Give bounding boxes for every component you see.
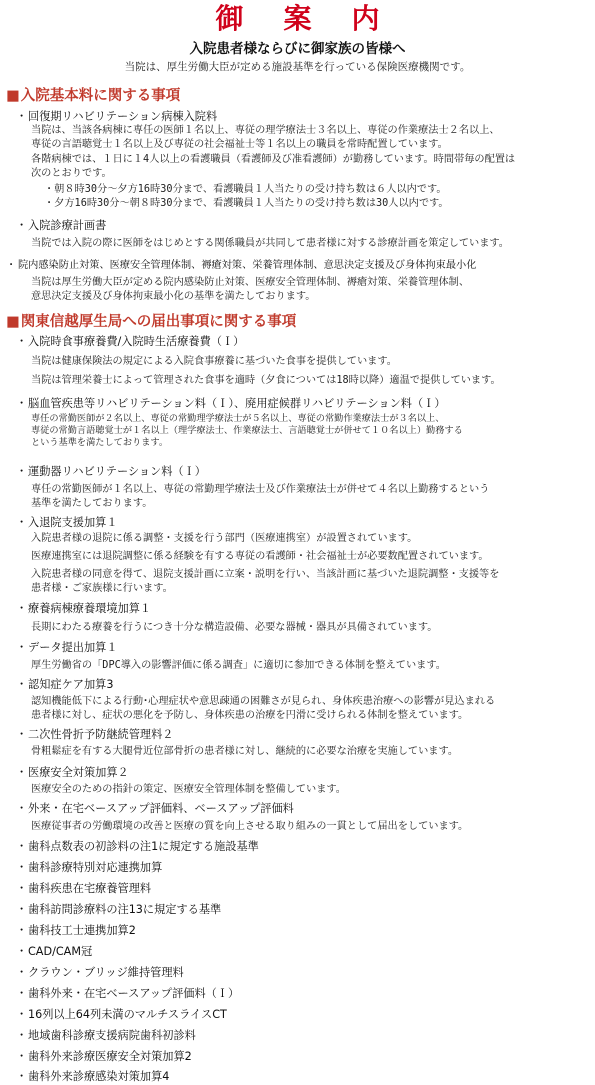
item-title: 運動器リハビリテーション料（Ｉ）: [28, 465, 206, 478]
item-title: 二次性骨折予防継続管理料２: [28, 728, 174, 741]
shift-text: ・夕方16時30分～朝８時30分まで、看護職員１人当たりの受け持ち数は30人以内です。: [44, 198, 449, 209]
list-item-text: 歯科外来診療感染対策加算4: [28, 1070, 170, 1083]
list-item-text: 歯科疾患在宅療養管理料: [28, 882, 152, 895]
list-item: [16, 1028, 196, 1043]
bullet-icon: ・: [16, 882, 28, 895]
item-title: 脳血管疾患等リハビリテーション料（Ｉ）、廃用症候群リハビリテーション料（Ｉ）: [28, 397, 446, 410]
item-heading: [16, 218, 106, 233]
list-item-text: 歯科点数表の初診料の注1に規定する施設基準: [28, 840, 259, 853]
item-text: 医療従事者の労働環境の改善と医療の質を向上させる取り組みの一貫として届出をしています。: [31, 821, 469, 832]
item-heading: [16, 677, 113, 692]
item-text: 専任の常勤医師が２名以上、専従の常勤理学療法士が５名以上、専従の常勤作業療法士が３名以上、 専従の常勤言語聴覚士が１名以上（理学療法士、作業療法士、言語聴覚士が併せて１０名以上）勤務する という基準を満たしております。: [31, 413, 463, 448]
section-heading-text: 入院基本料に関する事項: [20, 88, 181, 104]
list-item: [16, 923, 136, 938]
item-title: 入退院支援加算１: [28, 516, 118, 529]
item-title: 認知症ケア加算3: [28, 678, 114, 691]
list-item: [16, 1007, 227, 1022]
bullet-icon: ・: [6, 260, 17, 271]
bullet-icon: ・: [16, 945, 28, 958]
item-title: 回復期リハビリテーション病棟入院料: [28, 110, 218, 123]
bullet-icon: ・: [16, 802, 28, 815]
list-item: [16, 902, 221, 917]
item-text: 医療安全のための指針の策定、医療安全管理体制を整備しています。: [31, 784, 346, 795]
list-item: [16, 881, 151, 896]
item-text: 当院は厚生労働大臣が定める院内感染防止対策、医療安全管理体制、褥瘡対策、栄養管理体制、 意思決定支援及び身体拘束最小化の基準を満たしております。: [31, 277, 470, 302]
bullet-icon: ・: [16, 397, 28, 410]
item-text: 入院患者様の退院に係る調整・支援を行う部門（医療連携室）が設置されています。: [31, 533, 418, 544]
item-title: 入院時食事療養費/入院時生活療養費（Ｉ）: [28, 335, 245, 348]
item-heading: [16, 396, 446, 411]
item-heading: [16, 765, 129, 780]
item-title: 外来・在宅ベースアップ評価料、ベースアップ評価料: [28, 802, 294, 815]
bullet-icon: ・: [16, 110, 28, 123]
bullet-icon: ・: [16, 602, 28, 615]
shift-text: ・朝８時30分～夕方16時30分まで、看護職員１人当たりの受け持ち数は６人以内です。: [44, 184, 447, 195]
item-title: 療養病棟療養環境加算１: [28, 602, 152, 615]
square-bullet-icon: ■: [6, 88, 20, 104]
bullet-icon: ・: [16, 641, 28, 654]
bullet-icon: ・: [16, 987, 28, 1000]
list-item-text: 地域歯科診療支援病院歯科初診料: [28, 1029, 196, 1042]
list-item-text: 歯科訪問診療料の注13に規定する基準: [28, 903, 222, 916]
bullet-icon: ・: [16, 678, 28, 691]
list-item-text: 歯科外来・在宅ベースアップ評価料（Ｉ）: [28, 987, 240, 1000]
item-title: データ提出加算１: [28, 641, 118, 654]
page-subtitle: 入院患者様ならびに御家族の皆様へ: [189, 41, 406, 57]
list-item-text: 歯科技工士連携加算2: [28, 924, 136, 937]
bullet-icon: ・: [16, 840, 28, 853]
item-text: 当院は管理栄養士によって管理された食事を適時（夕食については18時以降）適温で提供しています。: [31, 375, 501, 386]
item-text: 当院では入院の際に医師をはじめとする関係職員が共同して患者様に対する診療計画を策定しています。: [31, 238, 509, 249]
item-text: 骨粗鬆症を有する大腿骨近位部骨折の患者様に対し、継続的に必要な治療を実施しています。: [31, 746, 459, 757]
bullet-icon: ・: [16, 516, 28, 529]
bullet-icon: ・: [16, 1070, 28, 1083]
item-heading: [16, 334, 244, 349]
list-item-text: クラウン・ブリッジ維持管理料: [28, 966, 184, 979]
item-title: 院内感染防止対策、医療安全管理体制、褥瘡対策、栄養管理体制、意思決定支援及び身体拘束最小化: [18, 260, 477, 271]
item-text: 認知機能低下による行動･心理症状や意思疎通の困難さが見られ、身体疾患治療への影響が見込まれる 患者様に対し、症状の悪化を予防し、身体疾患の治療を円滑に受けられる体制を整えています。: [31, 696, 496, 721]
item-heading: [16, 801, 294, 816]
section-heading-text: 関東信越厚生局への届出事項に関する事項: [20, 314, 297, 330]
item-heading: [16, 727, 173, 742]
bullet-icon: ・: [16, 1029, 28, 1042]
bullet-icon: ・: [16, 924, 28, 937]
page-title: 御案内: [215, 2, 420, 35]
item-heading: [16, 464, 206, 479]
item-text: 医療連携室には退院調整に係る経験を有する専従の看護師・社会福祉士が必要数配置されています。: [31, 551, 489, 562]
item-text: 入院患者様の同意を得て、退院支援計画に立案・説明を行い、当該計画に基づいた退院調整・支援等を 患者様・ご家族様に行います。: [31, 569, 500, 594]
item-title: 医療安全対策加算２: [28, 766, 129, 779]
bullet-icon: ・: [16, 335, 28, 348]
list-item: [16, 860, 162, 875]
item-text: 当院は健康保険法の規定による入院食事療養に基づいた食事を提供しています。: [31, 356, 397, 367]
list-item: [16, 839, 259, 854]
bullet-icon: ・: [16, 1008, 28, 1021]
item-heading: [6, 258, 476, 273]
list-item-text: 歯科外来診療医療安全対策加算2: [28, 1050, 192, 1063]
bullet-icon: ・: [16, 766, 28, 779]
list-item-text: 16列以上64列未満のマルチスライスCT: [28, 1008, 227, 1021]
bullet-icon: ・: [16, 903, 28, 916]
item-title: 入院診療計画書: [28, 219, 107, 232]
section-heading-admission: [6, 87, 180, 105]
bullet-icon: ・: [16, 1050, 28, 1063]
item-heading: [16, 601, 151, 616]
list-item: [16, 986, 239, 1001]
bullet-icon: ・: [16, 465, 28, 478]
item-text: 厚生労働省の「DPC導入の影響評価に係る調査」に適切に参加できる体制を整えています。: [31, 660, 446, 671]
item-text: 長期にわたる療養を行うにつき十分な構造設備、必要な器械・器具が具備されています。: [31, 622, 438, 633]
section-heading-notification: [6, 313, 296, 331]
item-heading: [16, 640, 118, 655]
list-item-text: 歯科診療特別対応連携加算: [28, 861, 163, 874]
bullet-icon: ・: [16, 219, 28, 232]
list-item: [16, 1069, 169, 1084]
list-item: [16, 944, 92, 959]
bullet-icon: ・: [16, 861, 28, 874]
item-text: 当院は、当該各病棟に専任の医師１名以上、専従の理学療法士３名以上、専従の作業療法士２名以上、 専従の言語聴覚士１名以上及び専従の社会福祉士等１名以上の職員を常時配置しています。: [31, 125, 500, 150]
list-item: [16, 965, 184, 980]
square-bullet-icon: ■: [6, 314, 20, 330]
list-item-text: CAD/CAM冠: [28, 945, 93, 958]
bullet-icon: ・: [16, 728, 28, 741]
list-item: [16, 1049, 192, 1064]
item-text: 各階病棟では、１日に１4人以上の看護職員（看護師及び准看護師）が勤務しています。時間帯毎の配置は 次のとおりです。: [31, 154, 516, 179]
item-text: 専任の常勤医師が１名以上、専従の常勤理学療法士及び作業療法士が併せて４名以上勤務するという 基準を満たしております。: [31, 484, 490, 509]
item-heading: [16, 515, 118, 530]
intro-text: 当院は、厚生労働大臣が定める施設基準を行っている保険医療機関です。: [124, 61, 471, 73]
bullet-icon: ・: [16, 966, 28, 979]
item-heading: [16, 109, 217, 124]
